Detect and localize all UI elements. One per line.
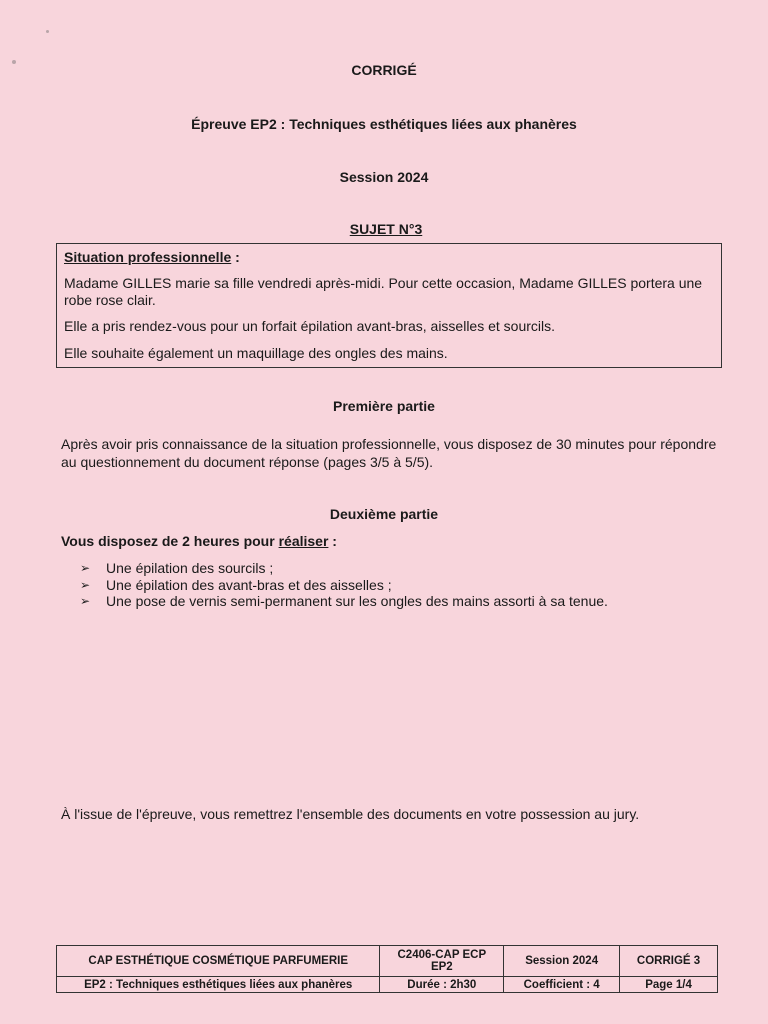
session-title: Session 2024: [339, 169, 429, 185]
list-item: [80, 577, 608, 594]
arrow-bullet-icon: ➢: [80, 577, 91, 592]
footer-diploma: CAP ESTHÉTIQUE COSMÉTIQUE PARFUMERIE: [57, 946, 380, 977]
part2-lead: [61, 533, 337, 549]
situation-label: [64, 249, 714, 266]
list-item-text: Une épilation des sourcils ;: [106, 560, 274, 576]
epreuve-title: Épreuve EP2 : Techniques esthétiques liées aux phanères: [191, 116, 577, 132]
part2-lead-text: Vous disposez de 2 heures pour: [61, 533, 279, 549]
situation-paragraph-1: Madame GILLES marie sa fille vendredi après-midi. Pour cette occasion, Madame GILLES portera une robe rose clair.: [64, 275, 703, 308]
footer-code-line1: C2406-CAP ECP: [397, 949, 487, 961]
footer-row-1: [57, 946, 718, 977]
closing-instruction: À l'issue de l'épreuve, vous remettrez l'ensemble des documents en votre possession au jury.: [61, 806, 640, 822]
task-list: [80, 560, 608, 610]
list-item: [80, 560, 608, 577]
scan-speck: [46, 30, 49, 33]
situation-label-text: Situation professionnelle: [64, 249, 232, 265]
footer-coefficient: Coefficient : 4: [504, 977, 620, 993]
arrow-bullet-icon: ➢: [80, 561, 91, 575]
list-item-text: Une pose de vernis semi-permanent sur les ongles des mains assorti à sa tenue.: [106, 593, 608, 609]
situation-box: [56, 243, 722, 368]
part2-lead-underlined: réaliser: [278, 533, 329, 549]
footer-duree: Durée : 2h30: [380, 977, 504, 993]
situation-label-suffix: :: [231, 249, 240, 265]
situation-paragraph-2: Elle a pris rendez-vous pour un forfait épilation avant-bras, aisselles et sourcils.: [64, 318, 556, 334]
part1-title: Première partie: [333, 398, 435, 414]
list-item: [80, 593, 608, 610]
footer-row-2: [57, 977, 718, 993]
sujet-number: SUJET N°3: [349, 221, 423, 237]
list-item-text: Une épilation des avant-bras et des aisselles ;: [106, 576, 392, 593]
footer-epreuve: EP2 : Techniques esthétiques liées aux phanères: [57, 977, 380, 993]
part2-lead-suffix: :: [328, 533, 337, 549]
footer-code-line2: EP2: [430, 961, 453, 973]
document-title: CORRIGÉ: [351, 62, 417, 78]
footer-table: [56, 945, 718, 993]
part1-text: Après avoir pris connaissance de la situation professionnelle, vous disposez de 30 minutes pour répondre au questionnement du document réponse (pages 3/5 à 5/5).: [61, 436, 717, 470]
footer-page: Page 1/4: [620, 977, 718, 993]
situation-paragraph-3: Elle souhaite également un maquillage des ongles des mains.: [64, 345, 448, 361]
footer-code: [380, 946, 504, 977]
arrow-bullet-icon: ➢: [80, 594, 91, 608]
part2-title: Deuxième partie: [329, 506, 439, 522]
footer-session: Session 2024: [504, 946, 620, 977]
footer-corrige: CORRIGÉ 3: [620, 946, 718, 977]
